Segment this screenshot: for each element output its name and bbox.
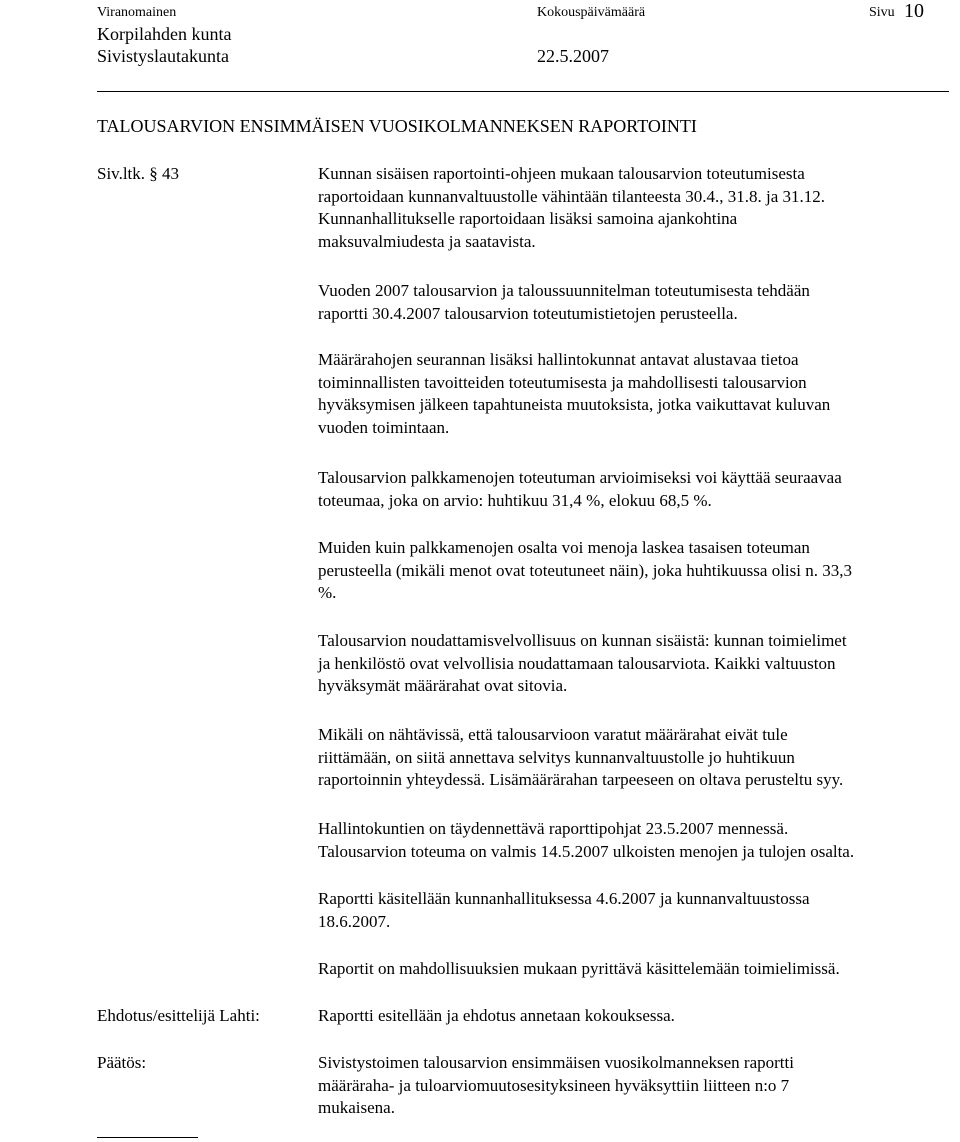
text-line: ja henkilöstö ovat velvollisia noudattamaan talousarviota. Kaikki valtuuston: [318, 653, 836, 673]
decision-label: Päätös:: [97, 1053, 147, 1072]
paragraph-report-date: [318, 280, 958, 325]
proposal-text: [318, 1005, 958, 1028]
section-number: 43: [162, 164, 180, 183]
header-committee: Sivistyslautakunta: [97, 46, 229, 66]
paragraph-reporting-rules: [318, 163, 958, 253]
text-line: määräraha- ja tuloarviomuutosesityksineen hyväksyttiin liitteen n:o 7: [318, 1075, 790, 1095]
section-label: Siv.ltk.: [97, 164, 146, 183]
decision-text: [318, 1052, 958, 1120]
text-line: mukaisena.: [318, 1098, 395, 1117]
header-meeting-date-label: Kokouspäivämäärä: [537, 5, 646, 20]
text-line: Muiden kuin palkkamenojen osalta voi menoja laskea tasaisen toteuman: [318, 538, 810, 557]
text-line: Talousarvion noudattamisvelvollisuus on kunnan sisäistä: kunnan toimielimet: [318, 631, 847, 650]
paragraph-other-costs: [318, 537, 958, 605]
paragraph-appropriations: [318, 349, 958, 439]
text-line: raportoinnin yhteydessä. Lisämäärärahan tarpeeseen on oltava perusteltu syy.: [318, 770, 844, 789]
text-line: maksuvalmiudesta ja saatavista.: [318, 231, 536, 251]
paragraph-budget-compliance: [318, 630, 958, 698]
text-line: raportoidaan kunnanvaltuustolle vähintään tilanteesta 30.4., 31.8. ja 31.12.: [318, 186, 826, 206]
text-line: Hallintokuntien on täydennettävä raporttipohjat 23.5.2007 mennessä.: [318, 819, 789, 838]
text-line: %.: [318, 583, 337, 602]
text-line: Sivistystoimen talousarvion ensimmäisen vuosikolmanneksen raportti: [318, 1053, 794, 1072]
header-divider: [97, 91, 949, 92]
header-authority-label: Viranomainen: [97, 5, 177, 20]
text-line: Vuoden 2007 talousarvion ja taloussuunnitelman toteutumisesta tehdään: [318, 281, 810, 300]
text-line: Kunnan sisäisen raportointi-ohjeen mukaan talousarvion toteutumisesta: [318, 164, 805, 183]
text-line: toiminnallisten tavoitteiden toteutumisesta ja mahdollisesti talousarvion: [318, 372, 807, 392]
footer-short-rule: [97, 1137, 198, 1138]
text-line: perusteella (mikäli menot ovat toteutuneet näin), joka huhtikuussa olisi n. 33,3: [318, 560, 852, 580]
header-municipality: Korpilahden kunta: [97, 24, 232, 44]
paragraph-salary-estimate: [318, 467, 958, 512]
text-line: toteumaa, joka on arvio: huhtikuu 31,4 %, elokuu 68,5 %.: [318, 490, 712, 510]
paragraph-additional-appropriation: [318, 724, 958, 792]
proposal-label: Ehdotus/esittelijä Lahti:: [97, 1006, 260, 1025]
text-line: Talousarvion toteuma on valmis 14.5.2007 ulkoisten menojen ja tulojen osalta.: [318, 841, 855, 861]
text-line: hyväksymisen jälkeen tapahtuneista muutoksista, jotka vaikuttavat kuluvan: [318, 395, 831, 414]
document-title: TALOUSARVION ENSIMMÄISEN VUOSIKOLMANNEKSEN RAPORTOINTI: [97, 116, 697, 136]
text-line: vuoden toimintaan.: [318, 417, 450, 437]
section-reference: [97, 163, 179, 186]
text-line: riittämään, on siitä annettava selvitys kunnanvaltuustolle jo huhtikuun: [318, 747, 795, 767]
text-line: Talousarvion palkkamenojen toteutuman arvioimiseksi voi käyttää seuraavaa: [318, 468, 842, 487]
text-line: Mikäli on nähtävissä, että talousarvioon varatut määrärahat eivät tule: [318, 725, 788, 744]
text-line: Raportti käsitellään kunnanhallituksessa 4.6.2007 ja kunnanvaltuustossa: [318, 889, 810, 908]
paragraph-sign: §: [149, 164, 158, 183]
text-line: Kunnanhallitukselle raportoidaan lisäksi samoina ajankohtina: [318, 209, 738, 228]
paragraph-handling-dates: [318, 888, 958, 933]
text-line: Raportti esitellään ja ehdotus annetaan kokouksessa.: [318, 1006, 675, 1025]
text-line: Määrärahojen seurannan lisäksi hallintokunnat antavat alustavaa tietoa: [318, 350, 799, 369]
paragraph-committee-handling: [318, 958, 958, 981]
text-line: hyväksymät määrärahat ovat sitovia.: [318, 676, 568, 695]
paragraph-deadlines: [318, 818, 958, 863]
text-line: Raportit on mahdollisuuksien mukaan pyrittävä käsittelemään toimielimissä.: [318, 959, 840, 978]
header-meeting-date: 22.5.2007: [537, 46, 609, 66]
header-page-label: Sivu: [869, 5, 895, 20]
text-line: raportti 30.4.2007 talousarvion toteutumistietojen perusteella.: [318, 303, 738, 323]
header-page-number: 10: [904, 0, 924, 22]
text-line: 18.6.2007.: [318, 911, 391, 931]
